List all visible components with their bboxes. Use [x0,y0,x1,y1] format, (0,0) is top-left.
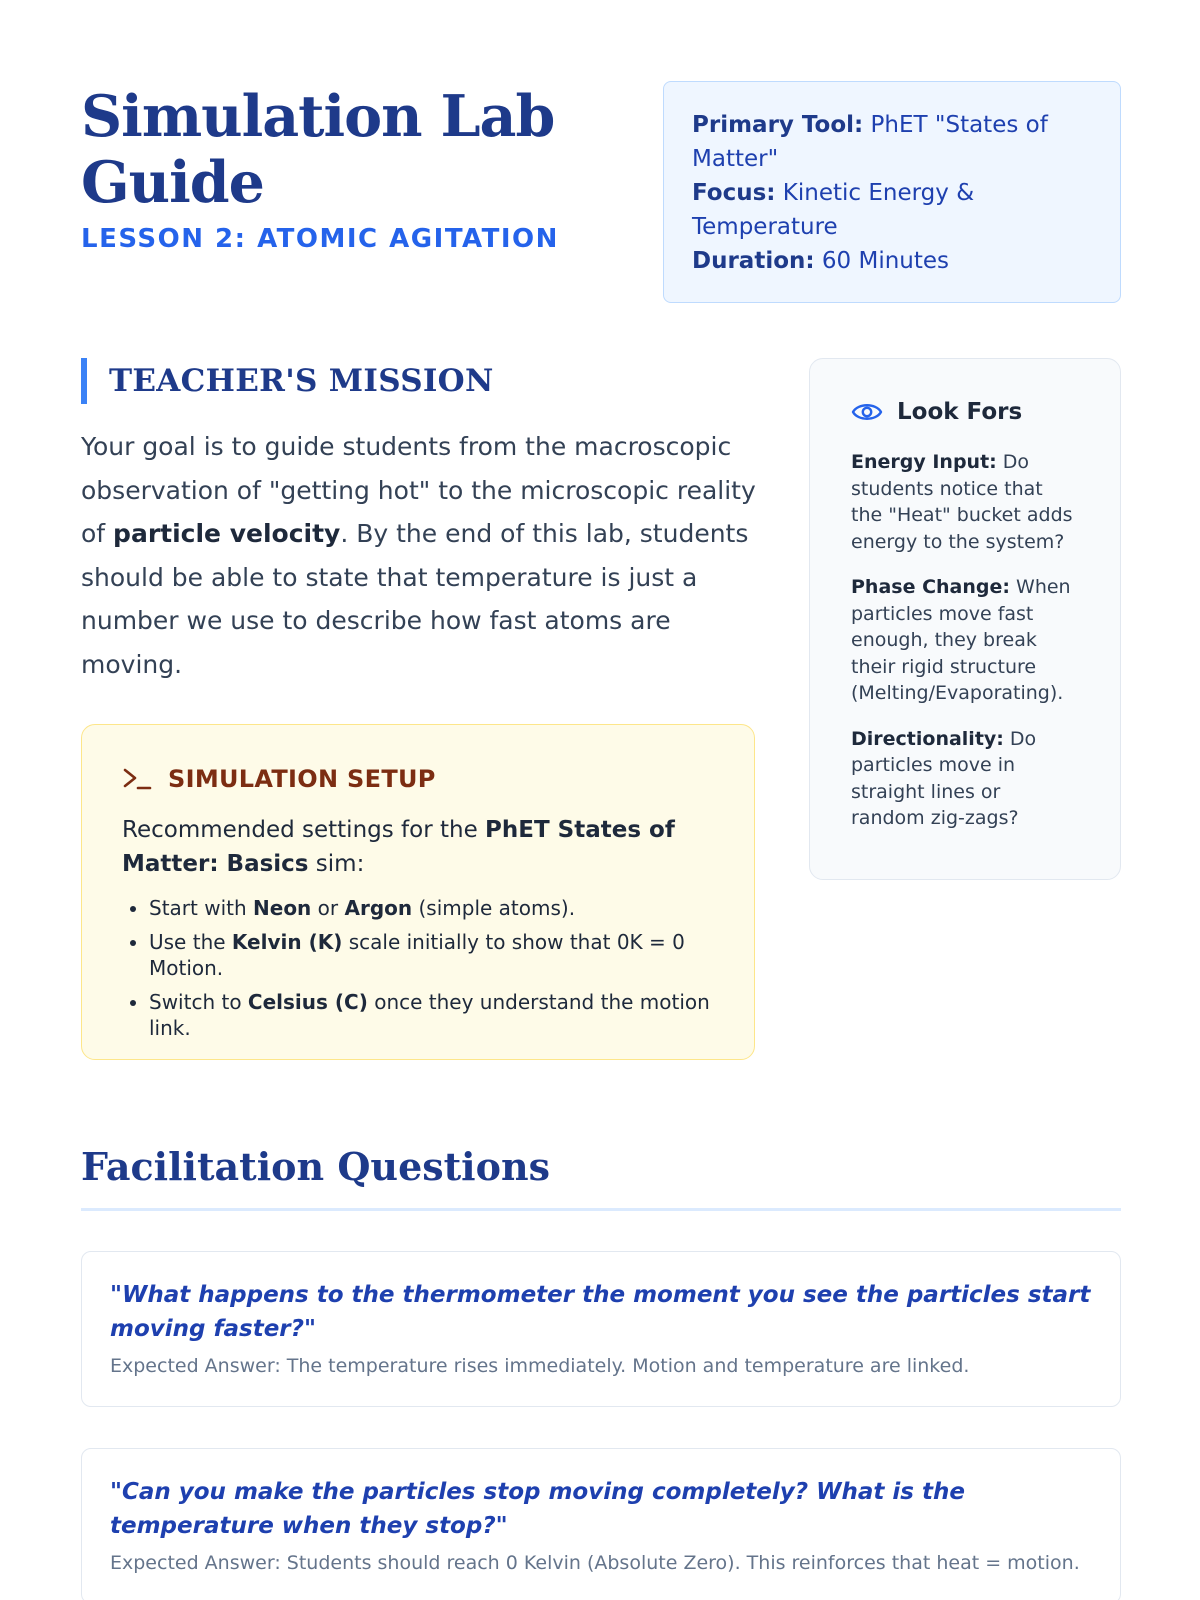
meta-focus [692,176,1092,244]
expected-answer: Expected Answer: The temperature rises immediately. Motion and temperature are linked. [110,1355,970,1377]
setup-intro-bold: PhET States of Matter: Basics [122,817,675,877]
setup-item-text: Switch to [149,989,248,1014]
expected-answer: Expected Answer: Students should reach 0 Kelvin (Absolute Zero). This reinforces that heat = motion. [110,1552,1080,1574]
terminal-icon [122,766,152,792]
meta-tool-label: Primary Tool: [692,112,864,138]
mission-text-part1: Your goal is to guide students from the macroscopic observation of "getting hot" to the microscopic reality of [81,432,756,548]
look-for-item [851,449,1079,555]
meta-tool-value: PhET "States of Matter" [692,112,1048,172]
meta-focus-value: Kinetic Energy & Temperature [692,180,975,240]
question-card [81,1448,1121,1600]
setup-item-bold: Kelvin (K) [231,929,343,954]
setup-intro-part1: Recommended settings for the [122,817,486,843]
setup-item-text: once they understand the motion link. [149,989,710,1040]
setup-list [122,895,714,1042]
mission-text-bold: particle velocity [113,519,341,548]
page-title: Simulation Lab Guide [81,83,555,216]
look-for-label: Directionality: [851,727,1004,750]
look-for-item [851,574,1079,707]
eye-icon [851,401,883,423]
setup-item [149,989,714,1042]
look-for-label: Energy Input: [851,451,997,473]
setup-item-text: Use the [149,929,232,954]
lesson-subtitle: LESSON 2: ATOMIC AGITATION [81,224,559,254]
look-fors-heading-row [851,399,1079,425]
setup-item-text: scale initially to show that 0K = 0 Motion. [149,929,685,980]
setup-item [149,929,714,982]
meta-duration-label: Duration: [692,248,815,274]
lesson-meta-box [663,81,1121,303]
lab-guide-page [81,0,1121,1600]
mission-text [81,425,761,686]
mission-heading: TEACHER'S MISSION [81,358,494,404]
setup-item-bold: Argon [344,896,413,920]
look-for-label: Phase Change: [851,576,1010,598]
setup-item-text: or [311,896,345,920]
setup-item-bold: Neon [253,896,312,920]
setup-item-bold: Celsius (C) [247,989,368,1014]
look-fors-heading: Look Fors [897,399,1023,425]
simulation-setup-box [81,724,755,1060]
meta-duration [692,244,1092,278]
setup-item-text: Start with [149,896,254,920]
look-for-item [851,726,1079,832]
question-text: "Can you make the particles stop moving completely? What is the temperature when they stop?" [110,1479,965,1539]
setup-heading-row [122,765,714,793]
mission-text-part2: . By the end of this lab, students should be able to state that temperature is just a number we use to describe how fast atoms are moving. [81,519,749,679]
question-card [81,1251,1121,1407]
look-fors-panel [809,358,1121,880]
section-divider [81,1208,1121,1211]
question-text: "What happens to the thermometer the moment you see the particles start moving faster?" [110,1282,1091,1342]
setup-intro [122,813,714,881]
meta-focus-label: Focus: [692,180,776,206]
setup-item-text: (simple atoms). [412,896,576,920]
setup-item [149,895,714,922]
facilitation-questions-heading: Facilitation Questions [81,1144,550,1189]
meta-tool [692,108,1092,176]
meta-duration-value: 60 Minutes [821,248,950,274]
look-for-text: Do particles move in straight lines or random zig-zags? [851,727,1037,829]
setup-intro-part2: sim: [308,851,365,877]
setup-heading: SIMULATION SETUP [168,765,436,793]
look-for-text: When particles move fast enough, they break their rigid structure (Melting/Evaporating). [851,576,1071,704]
look-for-text: Do students notice that the "Heat" bucket adds energy to the system? [851,451,1073,553]
